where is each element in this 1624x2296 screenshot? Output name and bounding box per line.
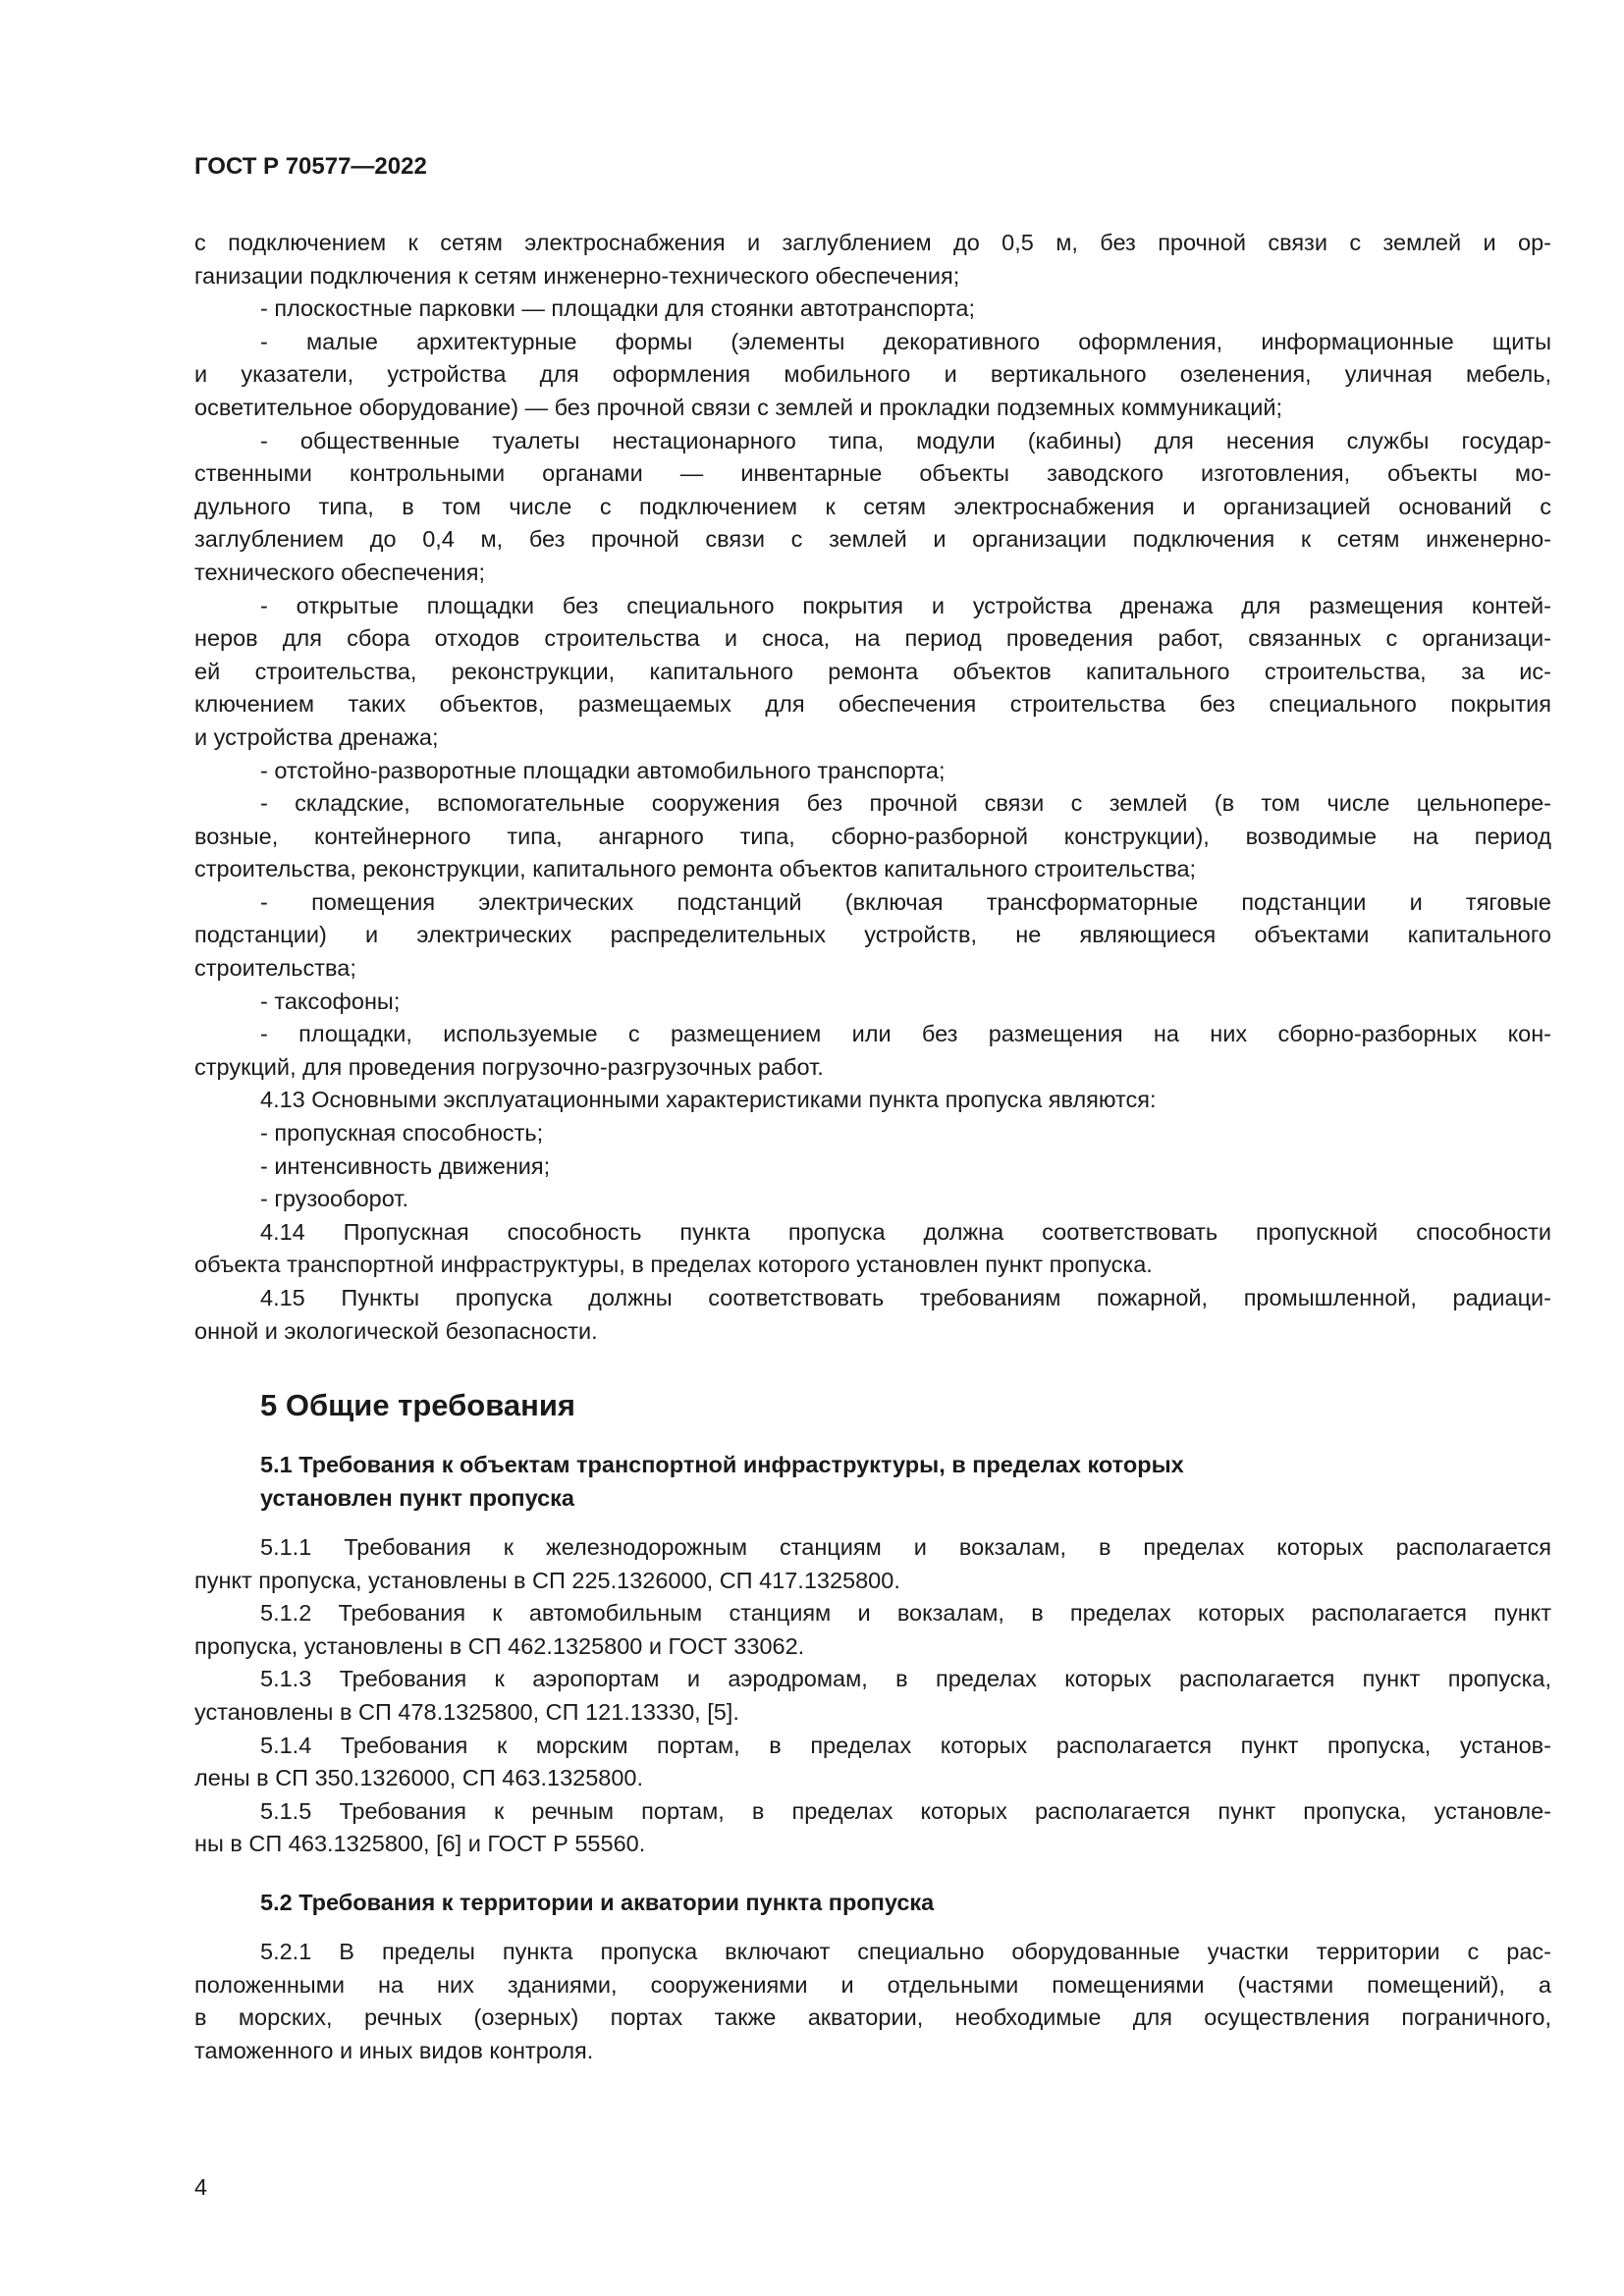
text-line: пункт пропуска, установлены в СП 225.1326000, СП 417.1325800.: [194, 1567, 900, 1593]
text-line: онной и экологической безопасности.: [194, 1317, 598, 1344]
text-line: осветительное оборудование) — без прочной связи с землей и прокладки подземных коммуникаций;: [194, 394, 1283, 420]
text-line: установлены в СП 478.1325800, СП 121.13330, [5].: [194, 1698, 739, 1725]
paragraph: [194, 787, 1551, 886]
paragraph: [194, 1117, 1551, 1150]
text-line: строительства;: [194, 955, 356, 982]
text-line: положенными на них зданиями, сооружениями и отдельными помещениями (частями помещений), а: [194, 1971, 1551, 1998]
section-5-1-body: [194, 1531, 1551, 1861]
text-line: 5.1.1 Требования к железнодорожным станциям и вокзалам, в пределах которых располагается: [260, 1534, 1551, 1560]
page-number: 4: [194, 2174, 208, 2200]
paragraph: [194, 1936, 1551, 2067]
text-line: - площадки, используемые с размещением или без размещения на них сборно-разборных кон-: [260, 1021, 1551, 1047]
text-line: 5.2.1 В пределы пункта пропуска включают специально оборудованные участки территории с рас-: [260, 1939, 1551, 1964]
text-line: 5.1.5 Требования к речным портам, в пределах которых располагается пункт пропуска, установле-: [260, 1797, 1551, 1824]
paragraph: [194, 1216, 1551, 1282]
text-line: 5.1.3 Требования к аэропортам и аэродромам, в пределах которых располагается пункт пропуска,: [260, 1666, 1551, 1692]
paragraph: [194, 227, 1551, 293]
paragraph: [194, 1018, 1551, 1084]
text-line: строительства, реконструкции, капитального ремонта объектов капитального строительства;: [194, 856, 1197, 882]
paragraph: [194, 886, 1551, 986]
section-5-1-title-line: 5.1 Требования к объектам транспортной инфраструктуры, в пределах которых: [260, 1452, 1184, 1477]
text-line: - таксофоны;: [260, 988, 401, 1014]
text-line: с подключением к сетям электроснабжения и заглублением до 0,5 м, без прочной связи с землей и ор-: [194, 230, 1551, 255]
text-line: технического обеспечения;: [194, 559, 486, 585]
text-line: 5.1.2 Требования к автомобильным станциям и вокзалам, в пределах которых располагается пункт: [260, 1600, 1551, 1627]
text-line: дульного типа, в том числе с подключением к сетям электроснабжения и организацией оснований с: [194, 493, 1551, 519]
text-line: - открытые площадки без специального покрытия и устройства дренажа для размещения контей-: [260, 592, 1551, 618]
text-line: и устройства дренажа;: [194, 723, 439, 750]
text-line: лены в СП 350.1326000, СП 463.1325800.: [194, 1765, 644, 1791]
text-line: и указатели, устройства для оформления мобильного и вертикального озеленения, уличная мебель,: [194, 361, 1551, 388]
paragraph: [194, 425, 1551, 590]
section-5-1-title: [260, 1448, 1184, 1515]
paragraph: [194, 1183, 1551, 1216]
paragraph: [194, 590, 1551, 755]
text-line: - пропускная способность;: [260, 1120, 544, 1147]
text-line: подстанции) и электрических распределительных устройств, не являющиеся объектами капитального: [194, 922, 1551, 948]
text-line: - общественные туалеты нестационарного типа, модули (кабины) для несения службы государ-: [260, 427, 1551, 454]
text-line: - грузооборот.: [260, 1186, 408, 1212]
text-line: ственными контрольными органами — инвентарные объекты заводского изготовления, объекты мо-: [194, 460, 1551, 487]
text-line: струкций, для проведения погрузочно-разгрузочных работ.: [194, 1053, 824, 1080]
text-line: неров для сбора отходов строительства и сноса, на период проведения работ, связанных с организаци-: [194, 625, 1551, 652]
paragraph: [194, 1663, 1551, 1729]
text-line: 5.1.4 Требования к морским портам, в пределах которых располагается пункт пропуска, установ-: [260, 1732, 1551, 1758]
text-line: в морских, речных (озерных) портах также акватории, необходимые для осуществления пограничного,: [194, 2004, 1551, 2031]
text-line: ны в СП 463.1325800, [6] и ГОСТ Р 55560.: [194, 1831, 646, 1857]
text-line: 4.14 Пропускная способность пункта пропуска должна соответствовать пропускной способности: [260, 1218, 1551, 1245]
text-line: 4.15 Пункты пропуска должны соответствовать требованиям пожарной, промышленной, радиаци-: [260, 1285, 1551, 1310]
paragraph: [194, 1730, 1551, 1795]
paragraph: [194, 755, 1551, 788]
paragraph: [194, 1531, 1551, 1597]
text-line: - малые архитектурные формы (элементы декоративного оформления, информационные щиты: [260, 328, 1551, 354]
text-line: пропуска, установлены в СП 462.1325800 и ГОСТ 33062.: [194, 1632, 805, 1659]
paragraph: [194, 1597, 1551, 1663]
text-line: возные, контейнерного типа, ангарного типа, сборно-разборной конструкции), возводимые на период: [194, 823, 1551, 849]
text-line: ключением таких объектов, размещаемых для обеспечения строительства без специального покрытия: [194, 691, 1551, 718]
section-4-continuation: [194, 227, 1551, 1348]
text-line: заглублением до 0,4 м, без прочной связи с землей и организации подключения к сетям инженерно-: [194, 526, 1551, 553]
text-line: - помещения электрических подстанций (включая трансформаторные подстанции и тяговые: [260, 888, 1551, 915]
paragraph: [194, 1150, 1551, 1184]
paragraph: [194, 986, 1551, 1019]
section-5-2-title: 5.2 Требования к территории и акватории пункта пропуска: [260, 1890, 935, 1915]
text-line: - отстойно-разворотные площадки автомобильного транспорта;: [260, 757, 946, 783]
section-5-2-body: [194, 1936, 1551, 2067]
paragraph: [194, 1282, 1551, 1348]
section-5-title: 5 Общие требования: [260, 1388, 575, 1422]
text-line: ганизации подключения к сетям инженерно-технического обеспечения;: [194, 262, 960, 289]
paragraph: [194, 293, 1551, 326]
text-line: - интенсивность движения;: [260, 1152, 551, 1179]
document-header: ГОСТ Р 70577—2022: [194, 153, 427, 180]
text-line: ей строительства, реконструкции, капитального ремонта объектов капитального строительства, за ис-: [194, 658, 1551, 684]
text-line: объекта транспортной инфраструктуры, в пределах которого установлен пункт пропуска.: [194, 1252, 1153, 1278]
paragraph: [194, 1795, 1551, 1861]
text-line: 4.13 Основными эксплуатационными характеристиками пункта пропуска являются:: [260, 1087, 1157, 1113]
text-line: - складские, вспомогательные сооружения без прочной связи с землей (в том числе цельнопере-: [260, 790, 1551, 817]
text-line: - плоскостные парковки — площадки для стоянки автотранспорта;: [260, 295, 976, 322]
text-line: таможенного и иных видов контроля.: [194, 2037, 594, 2063]
section-5-1-title-line: установлен пункт пропуска: [260, 1485, 574, 1511]
paragraph: [194, 326, 1551, 425]
paragraph: [194, 1084, 1551, 1117]
